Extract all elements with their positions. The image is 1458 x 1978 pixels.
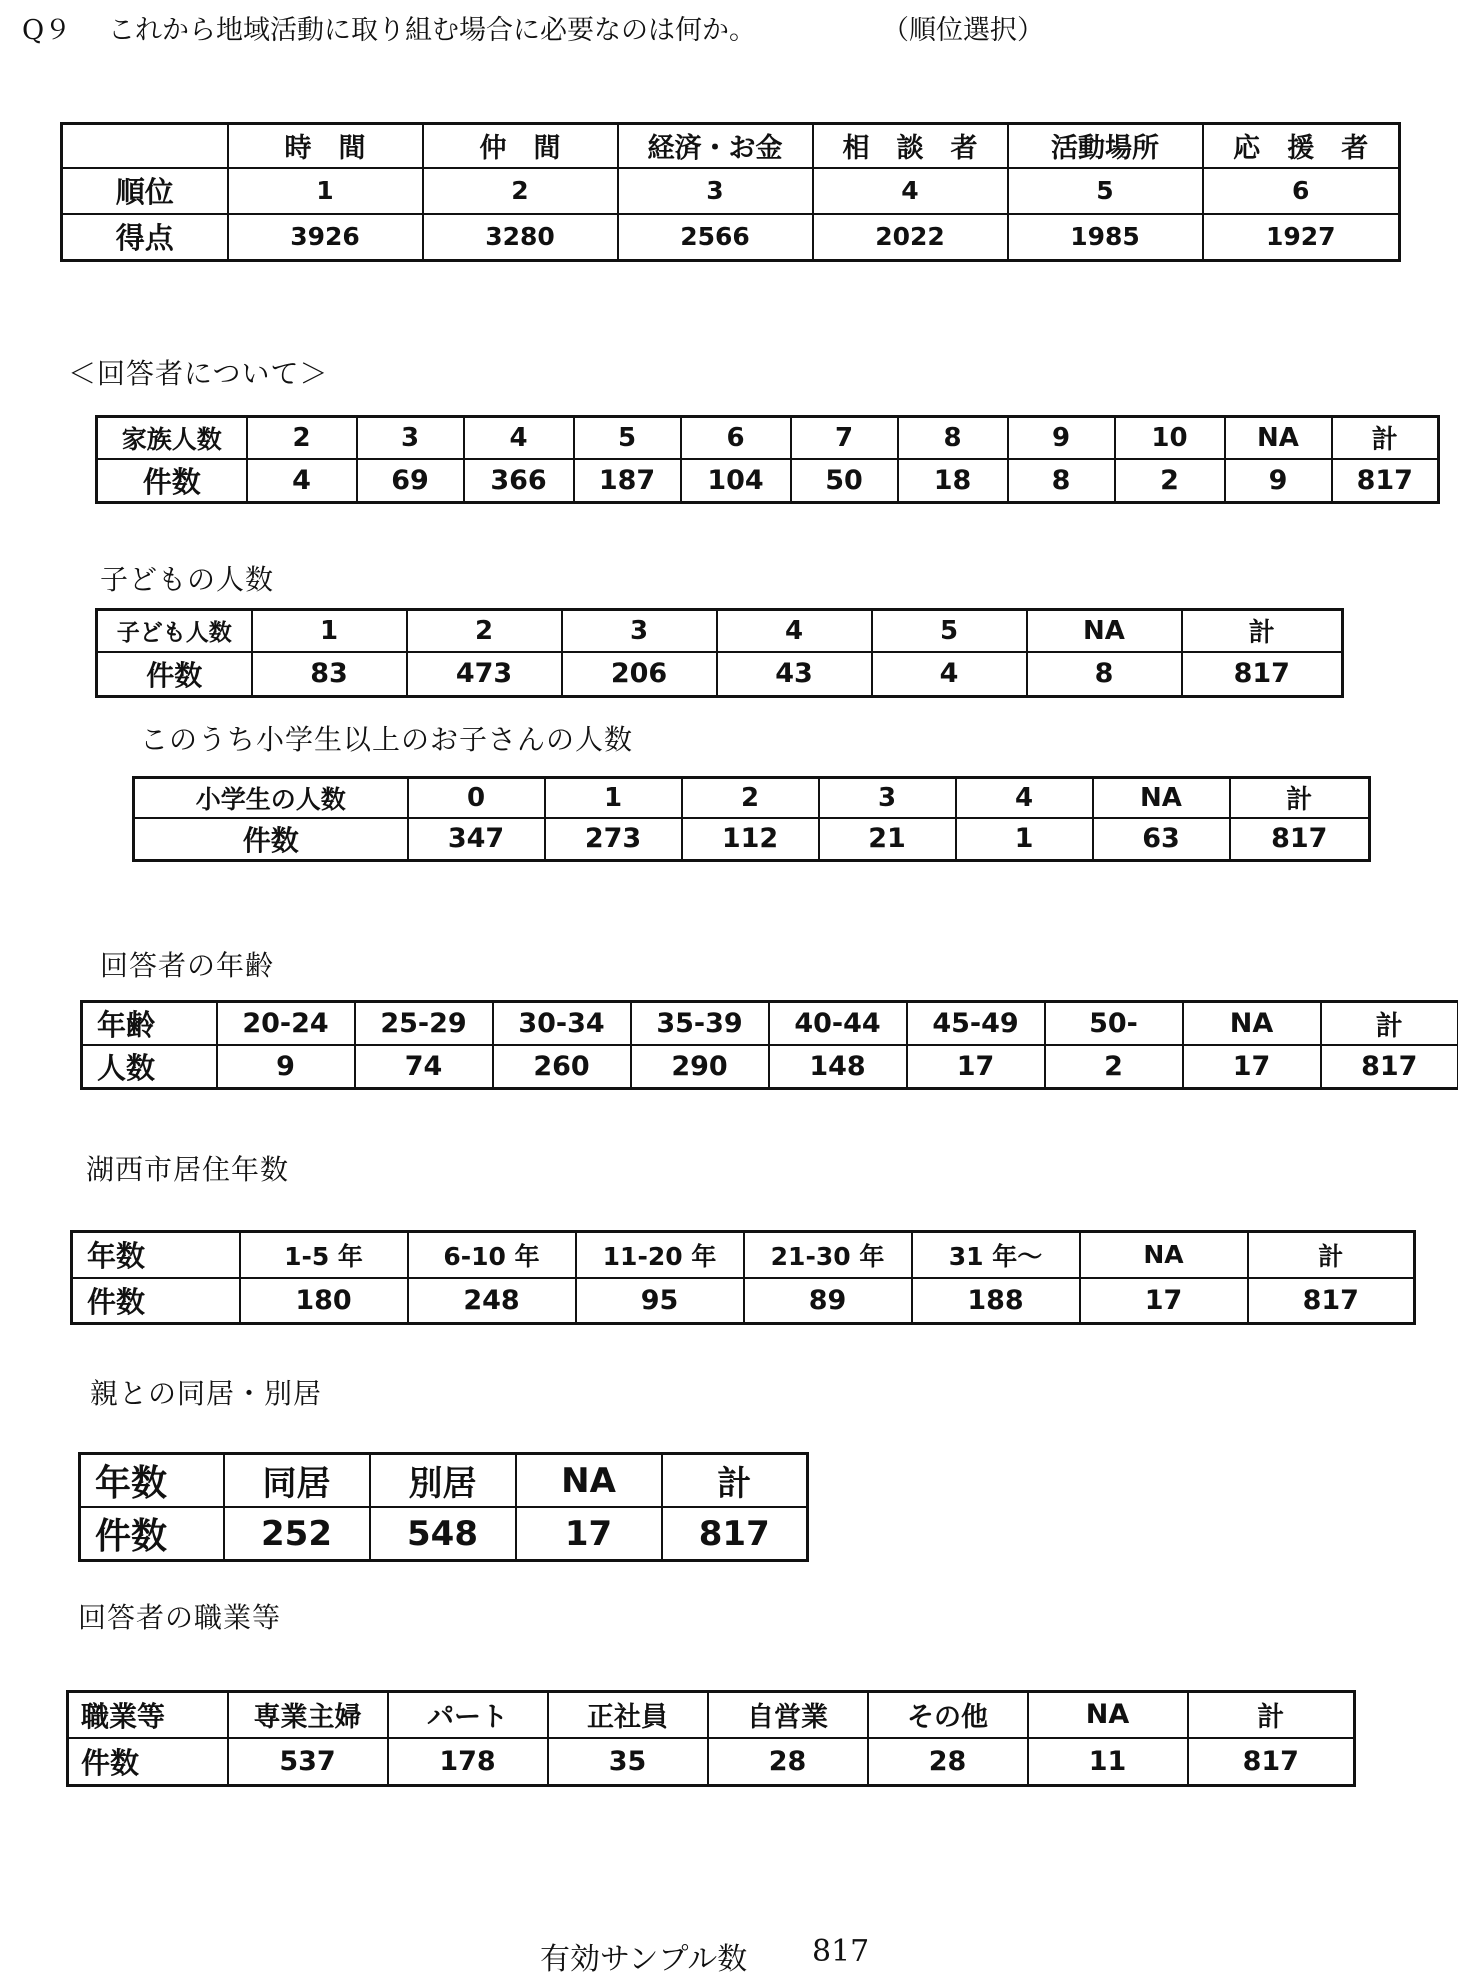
children-count-cell: 206 (562, 652, 717, 697)
ranking-rank-row (62, 168, 1400, 214)
parents-cohabitation-heading: 親との同居・別居 (90, 1372, 322, 1412)
children-header-cell: 2 (407, 610, 562, 652)
parents-cohabitation-table (78, 1452, 809, 1562)
occupation-header-cell: 職業等 (68, 1692, 228, 1738)
family-header-cell: 7 (791, 417, 898, 459)
age-count-cell: 17 (1183, 1045, 1321, 1089)
school-count-cell: 21 (819, 818, 956, 861)
children-count-cell: 473 (407, 652, 562, 697)
age-header-cell: 50- (1045, 1002, 1183, 1046)
age-count-row (82, 1045, 1458, 1089)
age-header-cell: 25-29 (355, 1002, 493, 1046)
ranking-rank-label: 順位 (62, 168, 228, 214)
ranking-score-label: 得点 (62, 214, 228, 261)
school-header-cell: 小学生の人数 (134, 778, 408, 818)
residence-header-cell: 1-5 年 (240, 1232, 408, 1278)
family-count-row (97, 459, 1439, 503)
ranking-score-row (62, 214, 1400, 261)
family-header-cell: 8 (898, 417, 1008, 459)
ranking-rank-cell: 6 (1203, 168, 1400, 214)
parents-count-row (80, 1507, 808, 1561)
residence-header-cell: NA (1080, 1232, 1248, 1278)
occupation-count-label: 件数 (68, 1738, 228, 1786)
family-header-cell: 4 (464, 417, 574, 459)
family-count-cell: 187 (574, 459, 681, 503)
sample-size-value: 817 (812, 1934, 869, 1969)
family-count-label: 件数 (97, 459, 247, 503)
residence-heading: 湖西市居住年数 (86, 1148, 289, 1188)
school-children-heading: このうち小学生以上のお子さんの人数 (140, 718, 633, 758)
occupation-header-cell: 正社員 (548, 1692, 708, 1738)
children-header-cell: 4 (717, 610, 872, 652)
parents-count-cell: 252 (224, 1507, 370, 1561)
age-header-cell: 計 (1321, 1002, 1458, 1046)
age-count-cell: 148 (769, 1045, 907, 1089)
children-header-cell: 子ども人数 (97, 610, 252, 652)
age-header-cell: 35-39 (631, 1002, 769, 1046)
occupation-count-cell: 537 (228, 1738, 388, 1786)
family-count-cell: 104 (681, 459, 791, 503)
family-size-table (95, 415, 1440, 504)
age-header-cell: 30-34 (493, 1002, 631, 1046)
age-count-cell: 2 (1045, 1045, 1183, 1089)
occupation-count-cell: 28 (868, 1738, 1028, 1786)
school-header-cell: 1 (545, 778, 682, 818)
occupation-count-cell: 11 (1028, 1738, 1188, 1786)
school-header-cell: NA (1093, 778, 1230, 818)
age-count-cell: 17 (907, 1045, 1045, 1089)
children-count-row (97, 652, 1343, 697)
sample-size-label: 有効サンプル数 (540, 1934, 747, 1978)
residence-count-cell: 817 (1248, 1278, 1415, 1324)
children-heading: 子どもの人数 (100, 558, 274, 598)
residence-count-cell: 95 (576, 1278, 744, 1324)
parents-count-label: 件数 (80, 1507, 224, 1561)
question-note: （順位選択） (882, 8, 1044, 47)
family-header-cell: 5 (574, 417, 681, 459)
occupation-header-cell: 自営業 (708, 1692, 868, 1738)
ranking-score-cell: 2022 (813, 214, 1008, 261)
ranking-rank-cell: 4 (813, 168, 1008, 214)
parents-header-cell: 別居 (370, 1454, 516, 1508)
school-header-cell: 3 (819, 778, 956, 818)
age-count-cell: 260 (493, 1045, 631, 1089)
children-header-row (97, 610, 1343, 652)
school-count-label: 件数 (134, 818, 408, 861)
residence-header-cell: 21-30 年 (744, 1232, 912, 1278)
residence-count-row (72, 1278, 1415, 1324)
residence-count-cell: 89 (744, 1278, 912, 1324)
age-count-cell: 74 (355, 1045, 493, 1089)
family-header-cell: 2 (247, 417, 357, 459)
parents-header-row (80, 1454, 808, 1508)
occupation-header-cell: パート (388, 1692, 548, 1738)
occupation-count-cell: 178 (388, 1738, 548, 1786)
children-header-cell: 計 (1182, 610, 1343, 652)
ranking-header-cell: 活動場所 (1008, 124, 1203, 168)
parents-count-cell: 17 (516, 1507, 662, 1561)
ranking-score-cell: 1927 (1203, 214, 1400, 261)
ranking-score-cell: 2566 (618, 214, 813, 261)
school-header-cell: 計 (1230, 778, 1370, 818)
children-count-cell: 817 (1182, 652, 1343, 697)
ranking-table (60, 122, 1401, 262)
parents-header-cell: 計 (662, 1454, 808, 1508)
parents-count-cell: 817 (662, 1507, 808, 1561)
age-header-cell: 45-49 (907, 1002, 1045, 1046)
residence-header-cell: 11-20 年 (576, 1232, 744, 1278)
school-count-cell: 347 (408, 818, 545, 861)
family-count-cell: 69 (357, 459, 464, 503)
children-count-cell: 43 (717, 652, 872, 697)
ranking-rank-cell: 5 (1008, 168, 1203, 214)
family-header-cell: 6 (681, 417, 791, 459)
ranking-header-cell: 仲 間 (423, 124, 618, 168)
ranking-header-cell: 相 談 者 (813, 124, 1008, 168)
children-count-cell: 8 (1027, 652, 1182, 697)
occupation-header-cell: NA (1028, 1692, 1188, 1738)
children-header-cell: 1 (252, 610, 407, 652)
age-count-cell: 290 (631, 1045, 769, 1089)
residence-header-cell: 6-10 年 (408, 1232, 576, 1278)
family-header-cell: 10 (1115, 417, 1225, 459)
school-header-row (134, 778, 1370, 818)
age-header-cell: 20-24 (217, 1002, 355, 1046)
age-header-row (82, 1002, 1458, 1046)
school-count-row (134, 818, 1370, 861)
family-count-cell: 9 (1225, 459, 1332, 503)
parents-header-cell: NA (516, 1454, 662, 1508)
respondents-heading: ＜回答者について＞ (68, 352, 328, 392)
residence-count-label: 件数 (72, 1278, 240, 1324)
ranking-score-cell: 3926 (228, 214, 423, 261)
school-count-cell: 817 (1230, 818, 1370, 861)
residence-header-cell: 年数 (72, 1232, 240, 1278)
children-count-label: 件数 (97, 652, 252, 697)
family-count-cell: 2 (1115, 459, 1225, 503)
ranking-rank-cell: 2 (423, 168, 618, 214)
family-header-cell: 3 (357, 417, 464, 459)
ranking-rank-cell: 1 (228, 168, 423, 214)
age-count-cell: 817 (1321, 1045, 1458, 1089)
ranking-score-cell: 3280 (423, 214, 618, 261)
age-header-cell: NA (1183, 1002, 1321, 1046)
age-count-cell: 9 (217, 1045, 355, 1089)
children-count-cell: 83 (252, 652, 407, 697)
occupation-count-row (68, 1738, 1355, 1786)
age-count-label: 人数 (82, 1045, 217, 1089)
residence-years-table (70, 1230, 1416, 1325)
occupation-header-cell: その他 (868, 1692, 1028, 1738)
family-header-cell: 9 (1008, 417, 1115, 459)
occupation-header-cell: 専業主婦 (228, 1692, 388, 1738)
family-count-cell: 817 (1332, 459, 1439, 503)
ranking-header-cell (62, 124, 228, 168)
age-table (80, 1000, 1458, 1090)
school-header-cell: 4 (956, 778, 1093, 818)
school-count-cell: 273 (545, 818, 682, 861)
ranking-score-cell: 1985 (1008, 214, 1203, 261)
family-header-cell: NA (1225, 417, 1332, 459)
occupation-count-cell: 28 (708, 1738, 868, 1786)
children-header-cell: 5 (872, 610, 1027, 652)
family-count-cell: 50 (791, 459, 898, 503)
family-header-cell: 家族人数 (97, 417, 247, 459)
ranking-rank-cell: 3 (618, 168, 813, 214)
age-header-cell: 40-44 (769, 1002, 907, 1046)
residence-count-cell: 17 (1080, 1278, 1248, 1324)
ranking-header-cell: 経済・お金 (618, 124, 813, 168)
family-header-cell: 計 (1332, 417, 1439, 459)
residence-header-row (72, 1232, 1415, 1278)
family-count-cell: 4 (247, 459, 357, 503)
family-count-cell: 18 (898, 459, 1008, 503)
ranking-header-cell: 応 援 者 (1203, 124, 1400, 168)
age-heading: 回答者の年齢 (100, 944, 274, 984)
question-number: Q９ (22, 8, 71, 47)
family-header-row (97, 417, 1439, 459)
family-count-cell: 8 (1008, 459, 1115, 503)
family-count-cell: 366 (464, 459, 574, 503)
ranking-header-cell: 時 間 (228, 124, 423, 168)
occupation-heading: 回答者の職業等 (78, 1596, 281, 1636)
occupation-header-row (68, 1692, 1355, 1738)
school-count-cell: 63 (1093, 818, 1230, 861)
children-count-cell: 4 (872, 652, 1027, 697)
age-header-cell: 年齢 (82, 1002, 217, 1046)
children-table (95, 608, 1344, 698)
school-header-cell: 2 (682, 778, 819, 818)
children-header-cell: 3 (562, 610, 717, 652)
residence-count-cell: 180 (240, 1278, 408, 1324)
school-children-table (132, 776, 1371, 862)
ranking-header-row (62, 124, 1400, 168)
parents-header-cell: 同居 (224, 1454, 370, 1508)
school-header-cell: 0 (408, 778, 545, 818)
children-header-cell: NA (1027, 610, 1182, 652)
residence-header-cell: 31 年～ (912, 1232, 1080, 1278)
parents-count-cell: 548 (370, 1507, 516, 1561)
school-count-cell: 1 (956, 818, 1093, 861)
school-count-cell: 112 (682, 818, 819, 861)
residence-header-cell: 計 (1248, 1232, 1415, 1278)
parents-header-cell: 年数 (80, 1454, 224, 1508)
question-text: これから地域活動に取り組む場合に必要なのは何か。 (108, 8, 756, 47)
residence-count-cell: 188 (912, 1278, 1080, 1324)
occupation-count-cell: 35 (548, 1738, 708, 1786)
occupation-header-cell: 計 (1188, 1692, 1355, 1738)
residence-count-cell: 248 (408, 1278, 576, 1324)
occupation-count-cell: 817 (1188, 1738, 1355, 1786)
occupation-table (66, 1690, 1356, 1787)
